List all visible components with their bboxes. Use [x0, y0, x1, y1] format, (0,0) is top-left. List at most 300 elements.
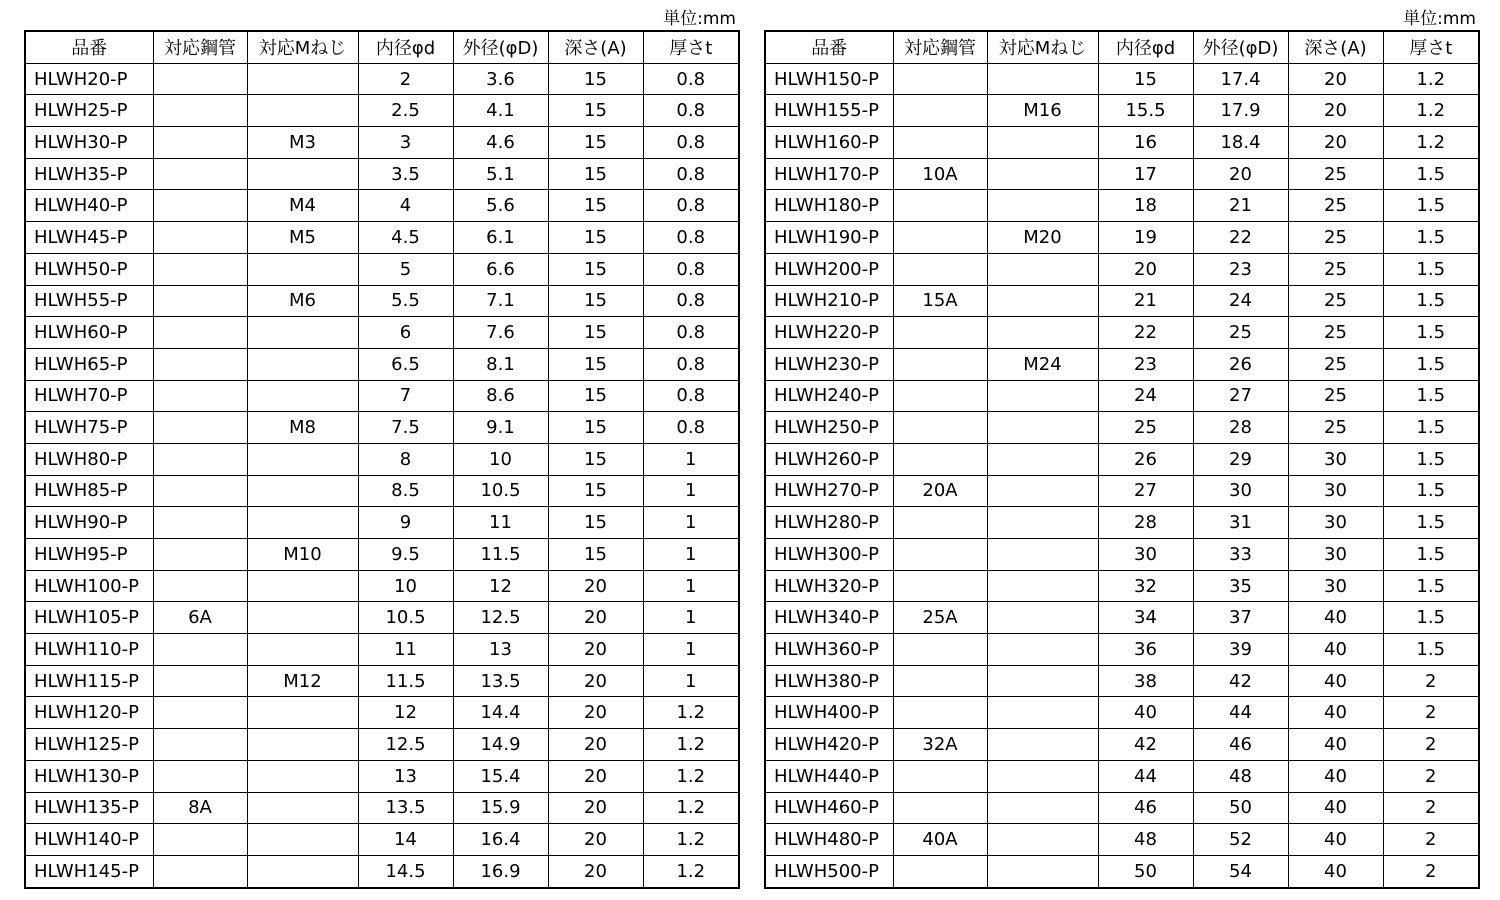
- m-thread-cell: [987, 412, 1098, 444]
- part-number-cell: HLWH300-P: [765, 539, 893, 571]
- thickness-cell: 2: [1383, 665, 1479, 697]
- thickness-cell: 1.5: [1383, 348, 1479, 380]
- part-number-cell: HLWH145-P: [25, 855, 153, 887]
- header-depth: 深さ(A): [1288, 31, 1383, 63]
- inner-diameter-cell: 13.5: [358, 792, 453, 824]
- m-thread-cell: [987, 285, 1098, 317]
- header-inner-diameter: 内径φd: [1098, 31, 1193, 63]
- outer-diameter-cell: 16.9: [453, 855, 548, 887]
- m-thread-cell: M12: [247, 665, 358, 697]
- thickness-cell: 1.5: [1383, 190, 1479, 222]
- m-thread-cell: [987, 190, 1098, 222]
- depth-cell: 30: [1288, 570, 1383, 602]
- part-number-cell: HLWH85-P: [25, 475, 153, 507]
- inner-diameter-cell: 2: [358, 63, 453, 95]
- inner-diameter-cell: 4: [358, 190, 453, 222]
- part-number-cell: HLWH100-P: [25, 570, 153, 602]
- thickness-cell: 1.2: [1383, 95, 1479, 127]
- outer-diameter-cell: 21: [1193, 190, 1288, 222]
- inner-diameter-cell: 8: [358, 443, 453, 475]
- thickness-cell: 1.2: [643, 855, 739, 887]
- outer-diameter-cell: 7.6: [453, 317, 548, 349]
- inner-diameter-cell: 16: [1098, 127, 1193, 159]
- depth-cell: 15: [548, 222, 643, 254]
- steel-pipe-cell: [893, 380, 987, 412]
- thickness-cell: 1.5: [1383, 539, 1479, 571]
- table-row: [765, 443, 1479, 475]
- unit-label-left: 単位:mm: [663, 9, 736, 29]
- inner-diameter-cell: 9: [358, 507, 453, 539]
- inner-diameter-cell: 18: [1098, 190, 1193, 222]
- depth-cell: 25: [1288, 285, 1383, 317]
- m-thread-cell: [247, 855, 358, 887]
- table-row: [765, 190, 1479, 222]
- thickness-cell: 0.8: [643, 317, 739, 349]
- steel-pipe-cell: [893, 760, 987, 792]
- outer-diameter-cell: 23: [1193, 253, 1288, 285]
- outer-diameter-cell: 15.4: [453, 760, 548, 792]
- outer-diameter-cell: 46: [1193, 729, 1288, 761]
- steel-pipe-cell: [153, 158, 247, 190]
- thickness-cell: 0.8: [643, 158, 739, 190]
- outer-diameter-cell: 52: [1193, 824, 1288, 856]
- steel-pipe-cell: [153, 127, 247, 159]
- thickness-cell: 1.5: [1383, 570, 1479, 602]
- part-number-cell: HLWH320-P: [765, 570, 893, 602]
- table-row: [25, 253, 739, 285]
- inner-diameter-cell: 25: [1098, 412, 1193, 444]
- thickness-cell: 0.8: [643, 190, 739, 222]
- m-thread-cell: [987, 634, 1098, 666]
- inner-diameter-cell: 44: [1098, 760, 1193, 792]
- part-number-cell: HLWH75-P: [25, 412, 153, 444]
- table-row: [25, 475, 739, 507]
- part-number-cell: HLWH135-P: [25, 792, 153, 824]
- depth-cell: 15: [548, 253, 643, 285]
- header-row: [765, 31, 1479, 63]
- depth-cell: 25: [1288, 190, 1383, 222]
- m-thread-cell: [987, 760, 1098, 792]
- thickness-cell: 1: [643, 634, 739, 666]
- outer-diameter-cell: 18.4: [1193, 127, 1288, 159]
- thickness-cell: 2: [1383, 855, 1479, 887]
- part-number-cell: HLWH60-P: [25, 317, 153, 349]
- thickness-cell: 1.5: [1383, 285, 1479, 317]
- outer-diameter-cell: 25: [1193, 317, 1288, 349]
- m-thread-cell: [247, 95, 358, 127]
- depth-cell: 20: [548, 760, 643, 792]
- thickness-cell: 1.5: [1383, 507, 1479, 539]
- m-thread-cell: [247, 63, 358, 95]
- steel-pipe-cell: 8A: [153, 792, 247, 824]
- thickness-cell: 2: [1383, 760, 1479, 792]
- table-row: [25, 665, 739, 697]
- thickness-cell: 0.8: [643, 348, 739, 380]
- inner-diameter-cell: 28: [1098, 507, 1193, 539]
- thickness-cell: 1.5: [1383, 634, 1479, 666]
- outer-diameter-cell: 13.5: [453, 665, 548, 697]
- spec-table-left: [24, 30, 740, 889]
- thickness-cell: 1.5: [1383, 158, 1479, 190]
- part-number-cell: HLWH50-P: [25, 253, 153, 285]
- depth-cell: 15: [548, 507, 643, 539]
- table-row: [765, 855, 1479, 887]
- part-number-cell: HLWH170-P: [765, 158, 893, 190]
- part-number-cell: HLWH120-P: [25, 697, 153, 729]
- outer-diameter-cell: 29: [1193, 443, 1288, 475]
- thickness-cell: 0.8: [643, 222, 739, 254]
- table-row: [25, 539, 739, 571]
- thickness-cell: 1.5: [1383, 222, 1479, 254]
- inner-diameter-cell: 50: [1098, 855, 1193, 887]
- thickness-cell: 0.8: [643, 127, 739, 159]
- table-row: [765, 824, 1479, 856]
- table-row: [25, 570, 739, 602]
- m-thread-cell: [247, 824, 358, 856]
- m-thread-cell: [247, 792, 358, 824]
- table-body-left: [25, 63, 739, 887]
- m-thread-cell: M8: [247, 412, 358, 444]
- thickness-cell: 1.2: [1383, 127, 1479, 159]
- inner-diameter-cell: 21: [1098, 285, 1193, 317]
- steel-pipe-cell: [153, 190, 247, 222]
- inner-diameter-cell: 3: [358, 127, 453, 159]
- table-row: [25, 792, 739, 824]
- thickness-cell: 1.5: [1383, 380, 1479, 412]
- table-row: [25, 285, 739, 317]
- inner-diameter-cell: 4.5: [358, 222, 453, 254]
- inner-diameter-cell: 15.5: [1098, 95, 1193, 127]
- part-number-cell: HLWH180-P: [765, 190, 893, 222]
- depth-cell: 40: [1288, 792, 1383, 824]
- unit-label-right: 単位:mm: [1403, 9, 1476, 29]
- steel-pipe-cell: [153, 95, 247, 127]
- steel-pipe-cell: 15A: [893, 285, 987, 317]
- inner-diameter-cell: 42: [1098, 729, 1193, 761]
- m-thread-cell: [987, 697, 1098, 729]
- inner-diameter-cell: 13: [358, 760, 453, 792]
- inner-diameter-cell: 24: [1098, 380, 1193, 412]
- table-row: [765, 380, 1479, 412]
- outer-diameter-cell: 8.1: [453, 348, 548, 380]
- table-row: [765, 665, 1479, 697]
- inner-diameter-cell: 26: [1098, 443, 1193, 475]
- m-thread-cell: [987, 824, 1098, 856]
- depth-cell: 25: [1288, 412, 1383, 444]
- inner-diameter-cell: 5.5: [358, 285, 453, 317]
- m-thread-cell: [247, 760, 358, 792]
- steel-pipe-cell: [893, 792, 987, 824]
- inner-diameter-cell: 11: [358, 634, 453, 666]
- thickness-cell: 1.2: [643, 729, 739, 761]
- thickness-cell: 1: [643, 665, 739, 697]
- m-thread-cell: [247, 570, 358, 602]
- thickness-cell: 2: [1383, 697, 1479, 729]
- m-thread-cell: M20: [987, 222, 1098, 254]
- header-part-number: 品番: [25, 31, 153, 63]
- depth-cell: 25: [1288, 158, 1383, 190]
- m-thread-cell: [247, 380, 358, 412]
- part-number-cell: HLWH400-P: [765, 697, 893, 729]
- thickness-cell: 1.2: [643, 697, 739, 729]
- m-thread-cell: [987, 507, 1098, 539]
- depth-cell: 30: [1288, 539, 1383, 571]
- depth-cell: 20: [1288, 63, 1383, 95]
- thickness-cell: 1.5: [1383, 443, 1479, 475]
- thickness-cell: 1: [643, 507, 739, 539]
- inner-diameter-cell: 32: [1098, 570, 1193, 602]
- header-m-thread: 対応Mねじ: [247, 31, 358, 63]
- table-row: [765, 348, 1479, 380]
- depth-cell: 15: [548, 348, 643, 380]
- header-steel-pipe: 対応鋼管: [153, 31, 247, 63]
- thickness-cell: 0.8: [643, 412, 739, 444]
- outer-diameter-cell: 37: [1193, 602, 1288, 634]
- depth-cell: 20: [548, 665, 643, 697]
- part-number-cell: HLWH210-P: [765, 285, 893, 317]
- table-row: [25, 127, 739, 159]
- part-number-cell: HLWH95-P: [25, 539, 153, 571]
- m-thread-cell: [987, 317, 1098, 349]
- table-row: [765, 222, 1479, 254]
- part-number-cell: HLWH115-P: [25, 665, 153, 697]
- steel-pipe-cell: [893, 63, 987, 95]
- depth-cell: 20: [1288, 95, 1383, 127]
- depth-cell: 15: [548, 412, 643, 444]
- outer-diameter-cell: 35: [1193, 570, 1288, 602]
- outer-diameter-cell: 9.1: [453, 412, 548, 444]
- inner-diameter-cell: 36: [1098, 634, 1193, 666]
- m-thread-cell: [987, 792, 1098, 824]
- inner-diameter-cell: 9.5: [358, 539, 453, 571]
- table-row: [25, 855, 739, 887]
- m-thread-cell: M3: [247, 127, 358, 159]
- inner-diameter-cell: 2.5: [358, 95, 453, 127]
- steel-pipe-cell: [153, 539, 247, 571]
- m-thread-cell: [987, 570, 1098, 602]
- thickness-cell: 1: [643, 443, 739, 475]
- depth-cell: 40: [1288, 697, 1383, 729]
- inner-diameter-cell: 11.5: [358, 665, 453, 697]
- outer-diameter-cell: 5.6: [453, 190, 548, 222]
- part-number-cell: HLWH25-P: [25, 95, 153, 127]
- outer-diameter-cell: 6.1: [453, 222, 548, 254]
- depth-cell: 15: [548, 127, 643, 159]
- steel-pipe-cell: [893, 855, 987, 887]
- thickness-cell: 0.8: [643, 63, 739, 95]
- outer-diameter-cell: 30: [1193, 475, 1288, 507]
- thickness-cell: 0.8: [643, 95, 739, 127]
- m-thread-cell: [987, 63, 1098, 95]
- outer-diameter-cell: 28: [1193, 412, 1288, 444]
- table-row: [25, 348, 739, 380]
- steel-pipe-cell: [893, 348, 987, 380]
- depth-cell: 20: [548, 602, 643, 634]
- m-thread-cell: [247, 475, 358, 507]
- depth-cell: 20: [548, 792, 643, 824]
- depth-cell: 15: [548, 63, 643, 95]
- steel-pipe-cell: [153, 253, 247, 285]
- header-outer-diameter: 外径(φD): [1193, 31, 1288, 63]
- m-thread-cell: M4: [247, 190, 358, 222]
- part-number-cell: HLWH130-P: [25, 760, 153, 792]
- steel-pipe-cell: [153, 697, 247, 729]
- depth-cell: 40: [1288, 729, 1383, 761]
- inner-diameter-cell: 6.5: [358, 348, 453, 380]
- outer-diameter-cell: 31: [1193, 507, 1288, 539]
- inner-diameter-cell: 5: [358, 253, 453, 285]
- inner-diameter-cell: 10.5: [358, 602, 453, 634]
- outer-diameter-cell: 20: [1193, 158, 1288, 190]
- steel-pipe-cell: [893, 190, 987, 222]
- table-row: [25, 443, 739, 475]
- depth-cell: 15: [548, 158, 643, 190]
- table-row: [25, 317, 739, 349]
- inner-diameter-cell: 8.5: [358, 475, 453, 507]
- depth-cell: 15: [548, 475, 643, 507]
- outer-diameter-cell: 24: [1193, 285, 1288, 317]
- part-number-cell: HLWH150-P: [765, 63, 893, 95]
- steel-pipe-cell: [893, 253, 987, 285]
- steel-pipe-cell: [153, 285, 247, 317]
- header-inner-diameter: 内径φd: [358, 31, 453, 63]
- table-row: [765, 634, 1479, 666]
- steel-pipe-cell: [893, 507, 987, 539]
- thickness-cell: 1.5: [1383, 317, 1479, 349]
- table-row: [765, 127, 1479, 159]
- steel-pipe-cell: [893, 634, 987, 666]
- outer-diameter-cell: 16.4: [453, 824, 548, 856]
- thickness-cell: 1.2: [643, 760, 739, 792]
- m-thread-cell: [247, 602, 358, 634]
- depth-cell: 25: [1288, 253, 1383, 285]
- m-thread-cell: [987, 380, 1098, 412]
- table-row: [25, 697, 739, 729]
- thickness-cell: 2: [1383, 729, 1479, 761]
- table-row: [765, 475, 1479, 507]
- outer-diameter-cell: 11: [453, 507, 548, 539]
- m-thread-cell: M5: [247, 222, 358, 254]
- steel-pipe-cell: [893, 539, 987, 571]
- steel-pipe-cell: [153, 507, 247, 539]
- table-row: [765, 760, 1479, 792]
- thickness-cell: 0.8: [643, 253, 739, 285]
- table-row: [25, 760, 739, 792]
- header-row: [25, 31, 739, 63]
- table-row: [765, 697, 1479, 729]
- part-number-cell: HLWH20-P: [25, 63, 153, 95]
- steel-pipe-cell: [893, 570, 987, 602]
- outer-diameter-cell: 10: [453, 443, 548, 475]
- inner-diameter-cell: 48: [1098, 824, 1193, 856]
- steel-pipe-cell: [893, 95, 987, 127]
- table-row: [25, 634, 739, 666]
- outer-diameter-cell: 12.5: [453, 602, 548, 634]
- steel-pipe-cell: [153, 380, 247, 412]
- inner-diameter-cell: 3.5: [358, 158, 453, 190]
- table-row: [25, 729, 739, 761]
- table-row: [25, 412, 739, 444]
- part-number-cell: HLWH480-P: [765, 824, 893, 856]
- depth-cell: 40: [1288, 760, 1383, 792]
- part-number-cell: HLWH140-P: [25, 824, 153, 856]
- inner-diameter-cell: 40: [1098, 697, 1193, 729]
- part-number-cell: HLWH240-P: [765, 380, 893, 412]
- depth-cell: 40: [1288, 855, 1383, 887]
- table-body-right: [765, 63, 1479, 887]
- thickness-cell: 1.2: [643, 792, 739, 824]
- part-number-cell: HLWH35-P: [25, 158, 153, 190]
- thickness-cell: 0.8: [643, 285, 739, 317]
- part-number-cell: HLWH70-P: [25, 380, 153, 412]
- outer-diameter-cell: 5.1: [453, 158, 548, 190]
- depth-cell: 20: [548, 729, 643, 761]
- steel-pipe-cell: 6A: [153, 602, 247, 634]
- steel-pipe-cell: [153, 855, 247, 887]
- steel-pipe-cell: 20A: [893, 475, 987, 507]
- inner-diameter-cell: 7.5: [358, 412, 453, 444]
- outer-diameter-cell: 14.4: [453, 697, 548, 729]
- part-number-cell: HLWH200-P: [765, 253, 893, 285]
- table-row: [25, 63, 739, 95]
- part-number-cell: HLWH190-P: [765, 222, 893, 254]
- depth-cell: 15: [548, 95, 643, 127]
- m-thread-cell: [987, 475, 1098, 507]
- thickness-cell: 1: [643, 475, 739, 507]
- m-thread-cell: [987, 665, 1098, 697]
- part-number-cell: HLWH125-P: [25, 729, 153, 761]
- part-number-cell: HLWH80-P: [25, 443, 153, 475]
- steel-pipe-cell: [153, 570, 247, 602]
- part-number-cell: HLWH360-P: [765, 634, 893, 666]
- steel-pipe-cell: [153, 412, 247, 444]
- inner-diameter-cell: 30: [1098, 539, 1193, 571]
- depth-cell: 40: [1288, 634, 1383, 666]
- table-row: [765, 317, 1479, 349]
- inner-diameter-cell: 12: [358, 697, 453, 729]
- steel-pipe-cell: [153, 443, 247, 475]
- part-number-cell: HLWH340-P: [765, 602, 893, 634]
- part-number-cell: HLWH160-P: [765, 127, 893, 159]
- outer-diameter-cell: 50: [1193, 792, 1288, 824]
- table-row: [25, 380, 739, 412]
- part-number-cell: HLWH45-P: [25, 222, 153, 254]
- part-number-cell: HLWH460-P: [765, 792, 893, 824]
- steel-pipe-cell: [893, 127, 987, 159]
- part-number-cell: HLWH55-P: [25, 285, 153, 317]
- table-row: [765, 95, 1479, 127]
- part-number-cell: HLWH220-P: [765, 317, 893, 349]
- depth-cell: 30: [1288, 443, 1383, 475]
- m-thread-cell: [987, 443, 1098, 475]
- table-row: [25, 190, 739, 222]
- depth-cell: 15: [548, 317, 643, 349]
- depth-cell: 15: [548, 285, 643, 317]
- table-row: [765, 539, 1479, 571]
- m-thread-cell: [987, 729, 1098, 761]
- table-row: [765, 507, 1479, 539]
- inner-diameter-cell: 27: [1098, 475, 1193, 507]
- steel-pipe-cell: [893, 222, 987, 254]
- header-m-thread: 対応Mねじ: [987, 31, 1098, 63]
- outer-diameter-cell: 8.6: [453, 380, 548, 412]
- inner-diameter-cell: 46: [1098, 792, 1193, 824]
- depth-cell: 40: [1288, 824, 1383, 856]
- steel-pipe-cell: [893, 317, 987, 349]
- inner-diameter-cell: 23: [1098, 348, 1193, 380]
- steel-pipe-cell: [153, 729, 247, 761]
- outer-diameter-cell: 4.1: [453, 95, 548, 127]
